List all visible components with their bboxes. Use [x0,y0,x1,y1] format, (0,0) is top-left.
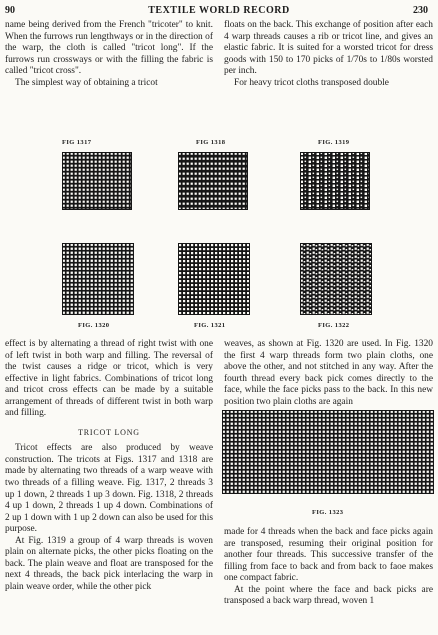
figure-label-1318: FIG 1318 [196,139,226,146]
paragraph: Tricot effects are also produced by weave construction. The tricots at Figs. 1317 and 1318 are made by alternating two threads of a warp weave with two threads of a filling weave. Fig. 1317, 2 threads 3 up 1 down, 2 threads 1 up 3 down. Fig. 1318, 2 threads 4 up 1 down, 2 threads 1 up 4 down. Combinations of 2 up 1 down with 1 up 2 down can also be used for this purpose. [5,443,213,535]
paragraph: name being derived from the French "tricoter" to knit. When the furrows run lengthways or in the direction of the warp, the cloth is called "tricot long". If the furrows run crossways or with the filling the fabric is called "tricot cross". [5,20,213,77]
figure-label-1322: FIG. 1322 [318,322,350,329]
figure-label-1320: FIG. 1320 [78,322,110,329]
weave-diagram-fig-1319 [300,152,370,210]
figure-label-1321: FIG. 1321 [194,322,226,329]
running-header [0,3,438,17]
paragraph: effect is by alternating a thread of right twist with one of left twist in both warp and filling. The reversal of the twist causes a ridge or tricot, which is very effective in light fabrics. Combinations of tricot long and tricot cross effects can be made by a suitable arrangement of threads of different twist in both warp and filling. [5,339,213,419]
bottom-right-lower-text [224,527,433,608]
figure-label-1319: FIG. 1319 [318,139,350,146]
section-heading: TRICOT LONG [78,427,140,437]
weave-diagram-fig-1317 [62,152,132,210]
bottom-left-column [5,339,213,593]
bottom-right-top-text [224,339,433,408]
paragraph: For heavy tricot cloths transposed double [234,77,389,88]
paragraph: The simplest way of obtaining a tricot [15,77,158,88]
weave-diagram-fig-1318 [178,152,248,210]
top-right-column [224,20,433,89]
figure-label-1317: FIG 1317 [62,139,92,146]
page-number-left: 90 [5,5,15,16]
paragraph: At the point where the face and back picks are transposed a back warp thread, woven 1 [224,584,433,607]
paragraph: weaves, as shown at Fig. 1320 are used. In Fig. 1320 the first 4 warp threads form two plain cloths, one above the other, and not stitched in any way. After the fourth thread every back pick comes directly to the face, while the face picks pass to the back. In this new position two plain cloths are again [224,339,433,407]
weave-diagram-fig-1321 [178,243,250,315]
figure-label-1323: FIG. 1323 [312,509,344,516]
top-left-column [5,20,213,89]
page-number-right: 230 [413,5,428,16]
weave-diagram-fig-1323 [222,410,434,494]
weave-diagram-fig-1322 [300,243,372,315]
paragraph: At Fig. 1319 a group of 4 warp threads is woven plain on alternate picks, the other picks floating on the back. The plain weave and float are transposed for the next 4 threads, the back pick interlacing the warp in plain weave order, while the other pick [5,535,213,592]
weave-diagram-fig-1320 [62,243,134,315]
paragraph: floats on the back. This exchange of position after each 4 warp threads causes a rib or tricot line, and gives an elastic fabric. It is suited for a worsted tricot for dress goods with 150 to 170 picks of 1/70s to 1/80s worsted per inch. [224,20,433,77]
paragraph: made for 4 threads when the back and face picks again are transposed, resuming their original position for another four threads. This successive transfer of the filling from face to back and from back to faoe makes one compact fabric. [224,527,433,584]
journal-title: TEXTILE WORLD RECORD [148,5,290,16]
